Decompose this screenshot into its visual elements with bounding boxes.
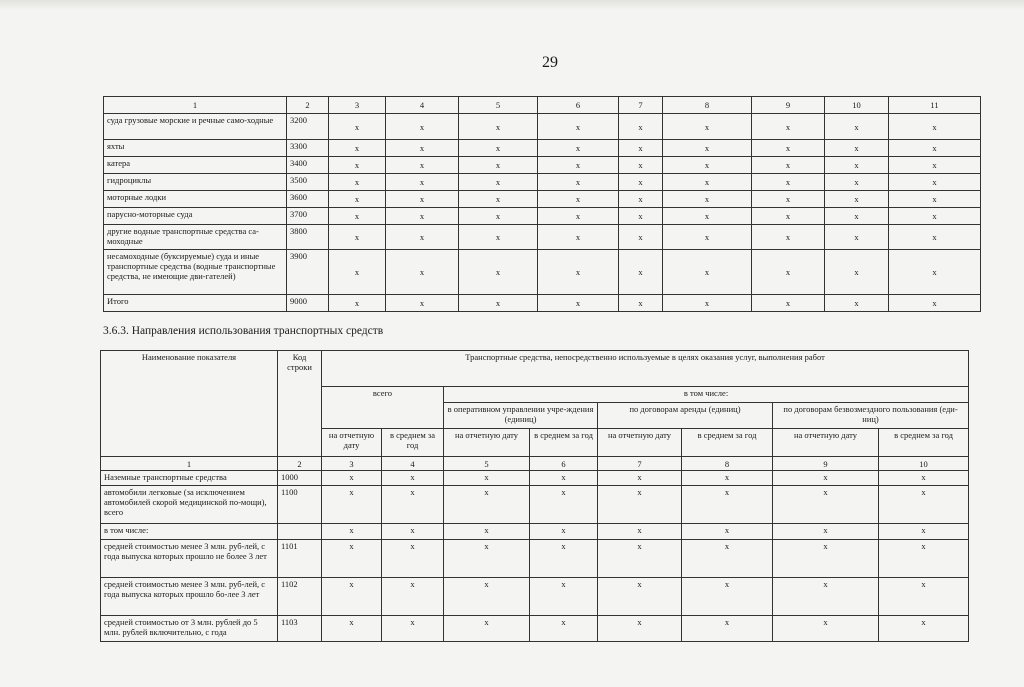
table-cell: x bbox=[598, 486, 682, 524]
row-name: в том числе: bbox=[101, 524, 278, 540]
row-code bbox=[278, 524, 322, 540]
table-cell: x bbox=[329, 174, 386, 191]
table-cell: x bbox=[619, 140, 663, 157]
table-row bbox=[101, 524, 969, 540]
table-cell: x bbox=[459, 140, 538, 157]
table-cell: x bbox=[444, 524, 530, 540]
row-code: 9000 bbox=[287, 295, 329, 312]
row-name: суда грузовые морские и речные само-ходные bbox=[104, 114, 287, 140]
table-cell: x bbox=[825, 225, 889, 250]
table-cell: x bbox=[444, 578, 530, 616]
table-row bbox=[101, 540, 969, 578]
table-cell: x bbox=[773, 540, 879, 578]
table-row bbox=[104, 140, 981, 157]
row-name: гидроциклы bbox=[104, 174, 287, 191]
column-number: 7 bbox=[598, 457, 682, 471]
subheader: в среднем за год bbox=[382, 429, 444, 457]
table-cell: x bbox=[598, 471, 682, 486]
table-cell: x bbox=[386, 208, 459, 225]
table-cell: x bbox=[619, 295, 663, 312]
table-cell: x bbox=[598, 540, 682, 578]
row-name: яхты bbox=[104, 140, 287, 157]
column-number: 7 bbox=[619, 97, 663, 114]
table-row bbox=[104, 208, 981, 225]
row-name: моторные лодки bbox=[104, 191, 287, 208]
table-cell: x bbox=[444, 540, 530, 578]
table-cell: x bbox=[663, 157, 752, 174]
table-cell: x bbox=[459, 208, 538, 225]
table-cell: x bbox=[825, 208, 889, 225]
table-cell: x bbox=[382, 471, 444, 486]
header-operational: в оперативном управлении учре-ждения (единиц) bbox=[444, 403, 598, 429]
column-number: 9 bbox=[773, 457, 879, 471]
table-cell: x bbox=[879, 616, 969, 642]
table-cell: x bbox=[752, 114, 825, 140]
header-including: в том числе: bbox=[444, 387, 969, 403]
table-cell: x bbox=[329, 191, 386, 208]
table-cell: x bbox=[386, 295, 459, 312]
table-cell: x bbox=[825, 295, 889, 312]
table-cell: x bbox=[386, 140, 459, 157]
table-cell: x bbox=[386, 174, 459, 191]
row-code: 1000 bbox=[278, 471, 322, 486]
table-cell: x bbox=[382, 524, 444, 540]
table-cell: x bbox=[752, 174, 825, 191]
column-number: 1 bbox=[101, 457, 278, 471]
table-cell: x bbox=[619, 157, 663, 174]
table-cell: x bbox=[538, 250, 619, 295]
table-cell: x bbox=[444, 616, 530, 642]
table-cell: x bbox=[752, 295, 825, 312]
table-cell: x bbox=[322, 616, 382, 642]
table-cell: x bbox=[538, 157, 619, 174]
table-cell: x bbox=[386, 191, 459, 208]
header-rent: по договорам аренды (единиц) bbox=[598, 403, 773, 429]
table-cell: x bbox=[382, 486, 444, 524]
table-cell: x bbox=[663, 140, 752, 157]
subheader: в среднем за год bbox=[682, 429, 773, 457]
table-cell: x bbox=[773, 524, 879, 540]
table-cell: x bbox=[619, 174, 663, 191]
table-cell: x bbox=[459, 114, 538, 140]
table-cell: x bbox=[322, 486, 382, 524]
table-cell: x bbox=[752, 250, 825, 295]
table-cell: x bbox=[382, 540, 444, 578]
column-number: 2 bbox=[287, 97, 329, 114]
column-number: 4 bbox=[386, 97, 459, 114]
table-cell: x bbox=[386, 250, 459, 295]
table-cell: x bbox=[619, 191, 663, 208]
row-code: 3700 bbox=[287, 208, 329, 225]
table-cell: x bbox=[752, 208, 825, 225]
column-number: 5 bbox=[444, 457, 530, 471]
table-cell: x bbox=[329, 157, 386, 174]
table-cell: x bbox=[889, 250, 981, 295]
table-cell: x bbox=[329, 114, 386, 140]
row-code: 3900 bbox=[287, 250, 329, 295]
row-code: 3300 bbox=[287, 140, 329, 157]
table-cell: x bbox=[619, 250, 663, 295]
row-code: 3800 bbox=[287, 225, 329, 250]
table-cell: x bbox=[752, 225, 825, 250]
table-header-row bbox=[104, 97, 981, 114]
column-number: 3 bbox=[329, 97, 386, 114]
row-name: автомобили легковые (за исключением автомобилей скорой медицинской по-мощи), всего bbox=[101, 486, 278, 524]
table-cell: x bbox=[598, 578, 682, 616]
table-row bbox=[104, 225, 981, 250]
table-cell: x bbox=[598, 616, 682, 642]
table-row bbox=[101, 486, 969, 524]
table-cell: x bbox=[663, 225, 752, 250]
table-cell: x bbox=[773, 486, 879, 524]
row-name: средней стоимостью менее 3 млн. руб-лей, с года выпуска которых прошло не более 3 лет bbox=[101, 540, 278, 578]
table-cell: x bbox=[459, 191, 538, 208]
subheader: на отчетную дату bbox=[444, 429, 530, 457]
table-row bbox=[104, 191, 981, 208]
table-cell: x bbox=[663, 191, 752, 208]
table-cell: x bbox=[619, 225, 663, 250]
row-code: 1101 bbox=[278, 540, 322, 578]
table-row bbox=[104, 157, 981, 174]
table-cell: x bbox=[538, 191, 619, 208]
column-number: 10 bbox=[825, 97, 889, 114]
table-cell: x bbox=[879, 540, 969, 578]
header-code: Код строки bbox=[278, 351, 322, 457]
table-cell: x bbox=[663, 295, 752, 312]
table-cell: x bbox=[322, 540, 382, 578]
row-code: 1103 bbox=[278, 616, 322, 642]
table-cell: x bbox=[386, 157, 459, 174]
header-total: всего bbox=[322, 387, 444, 429]
subheader: в среднем за год bbox=[879, 429, 969, 457]
table-cell: x bbox=[530, 486, 598, 524]
table-cell: x bbox=[322, 524, 382, 540]
table-cell: x bbox=[682, 616, 773, 642]
table-cell: x bbox=[663, 174, 752, 191]
table-cell: x bbox=[682, 540, 773, 578]
table-cell: x bbox=[382, 578, 444, 616]
table-cell: x bbox=[879, 471, 969, 486]
table-cell: x bbox=[329, 140, 386, 157]
table-cell: x bbox=[386, 225, 459, 250]
table-cell: x bbox=[382, 616, 444, 642]
table-cell: x bbox=[530, 616, 598, 642]
section-title: 3.6.3. Направления использования транспортных средств bbox=[103, 325, 384, 337]
table-cell: x bbox=[879, 578, 969, 616]
table-cell: x bbox=[773, 578, 879, 616]
table-row bbox=[104, 250, 981, 295]
table-cell: x bbox=[825, 157, 889, 174]
row-code: 3500 bbox=[287, 174, 329, 191]
table-cell: x bbox=[444, 486, 530, 524]
row-name: средней стоимостью менее 3 млн. руб-лей, с года выпуска которых прошло бо-лее 3 лет bbox=[101, 578, 278, 616]
table-cell: x bbox=[682, 471, 773, 486]
table-cell: x bbox=[444, 471, 530, 486]
table-cell: x bbox=[530, 540, 598, 578]
table-cell: x bbox=[329, 250, 386, 295]
header-main: Транспортные средства, непосредственно используемые в целях оказания услуг, выполнения работ bbox=[322, 351, 969, 387]
column-number: 1 bbox=[104, 97, 287, 114]
row-code: 3400 bbox=[287, 157, 329, 174]
scan-edge bbox=[0, 0, 1024, 10]
table-cell: x bbox=[889, 157, 981, 174]
table-cell: x bbox=[663, 250, 752, 295]
table-cell: x bbox=[752, 191, 825, 208]
table-cell: x bbox=[825, 250, 889, 295]
table-cell: x bbox=[322, 578, 382, 616]
table-cell: x bbox=[825, 174, 889, 191]
table-cell: x bbox=[773, 616, 879, 642]
column-number: 8 bbox=[682, 457, 773, 471]
table-cell: x bbox=[889, 208, 981, 225]
table-cell: x bbox=[682, 524, 773, 540]
table-cell: x bbox=[879, 486, 969, 524]
page-number: 29 bbox=[542, 54, 558, 71]
table-cell: x bbox=[682, 578, 773, 616]
table-cell: x bbox=[825, 191, 889, 208]
table-cell: x bbox=[752, 140, 825, 157]
table-cell: x bbox=[329, 295, 386, 312]
column-number: 9 bbox=[752, 97, 825, 114]
column-number: 11 bbox=[889, 97, 981, 114]
table-cell: x bbox=[538, 295, 619, 312]
table-cell: x bbox=[530, 524, 598, 540]
header-name: Наименование показателя bbox=[101, 351, 278, 457]
table-cell: x bbox=[889, 140, 981, 157]
table-cell: x bbox=[598, 524, 682, 540]
table-cell: x bbox=[889, 225, 981, 250]
column-number: 8 bbox=[663, 97, 752, 114]
column-number: 3 bbox=[322, 457, 382, 471]
table-cell: x bbox=[889, 174, 981, 191]
row-code: 3600 bbox=[287, 191, 329, 208]
transport-usage-table bbox=[100, 350, 969, 642]
subheader: на отчетную дату bbox=[598, 429, 682, 457]
table-cell: x bbox=[329, 208, 386, 225]
table-cell: x bbox=[825, 140, 889, 157]
row-name: Итого bbox=[104, 295, 287, 312]
row-name: катера bbox=[104, 157, 287, 174]
table-cell: x bbox=[538, 114, 619, 140]
table-cell: x bbox=[752, 157, 825, 174]
table-row bbox=[104, 295, 981, 312]
row-code: 1100 bbox=[278, 486, 322, 524]
table-cell: x bbox=[682, 486, 773, 524]
header-free-use: по договорам безвозмездного пользования (еди-ниц) bbox=[773, 403, 969, 429]
table-cell: x bbox=[773, 471, 879, 486]
row-name: другие водные транспортные средства са-моходные bbox=[104, 225, 287, 250]
column-number: 10 bbox=[879, 457, 969, 471]
column-number: 6 bbox=[538, 97, 619, 114]
column-number: 2 bbox=[278, 457, 322, 471]
table-row bbox=[101, 471, 969, 486]
table-cell: x bbox=[879, 524, 969, 540]
table-cell: x bbox=[825, 114, 889, 140]
column-number: 6 bbox=[530, 457, 598, 471]
table-cell: x bbox=[386, 114, 459, 140]
table-cell: x bbox=[329, 225, 386, 250]
row-name: парусно-моторные суда bbox=[104, 208, 287, 225]
column-number: 4 bbox=[382, 457, 444, 471]
row-code: 3200 bbox=[287, 114, 329, 140]
table-cell: x bbox=[538, 140, 619, 157]
table-cell: x bbox=[530, 471, 598, 486]
table-cell: x bbox=[619, 208, 663, 225]
table-cell: x bbox=[889, 295, 981, 312]
table-cell: x bbox=[530, 578, 598, 616]
table-row bbox=[101, 578, 969, 616]
table-cell: x bbox=[459, 225, 538, 250]
table-cell: x bbox=[538, 208, 619, 225]
subheader: на отчетную дату bbox=[322, 429, 382, 457]
table-cell: x bbox=[538, 225, 619, 250]
row-name: средней стоимостью от 3 млн. рублей до 5 млн. рублей включительно, с года bbox=[101, 616, 278, 642]
table-row bbox=[104, 114, 981, 140]
table-cell: x bbox=[889, 114, 981, 140]
table-cell: x bbox=[459, 174, 538, 191]
table-cell: x bbox=[663, 114, 752, 140]
table-cell: x bbox=[538, 174, 619, 191]
table-row bbox=[101, 616, 969, 642]
table-cell: x bbox=[889, 191, 981, 208]
table-cell: x bbox=[322, 471, 382, 486]
water-transport-table bbox=[103, 96, 981, 312]
subheader: в среднем за год bbox=[530, 429, 598, 457]
row-name: несамоходные (буксируемые) суда и иные транспортные средства (водные транспортные средства, не имеющие дви-гателей) bbox=[104, 250, 287, 295]
table-cell: x bbox=[663, 208, 752, 225]
column-number: 5 bbox=[459, 97, 538, 114]
table-cell: x bbox=[459, 250, 538, 295]
table-cell: x bbox=[459, 295, 538, 312]
row-code: 1102 bbox=[278, 578, 322, 616]
table-row bbox=[104, 174, 981, 191]
subheader: на отчетную дату bbox=[773, 429, 879, 457]
table-cell: x bbox=[619, 114, 663, 140]
row-name: Наземные транспортные средства bbox=[101, 471, 278, 486]
table-cell: x bbox=[459, 157, 538, 174]
